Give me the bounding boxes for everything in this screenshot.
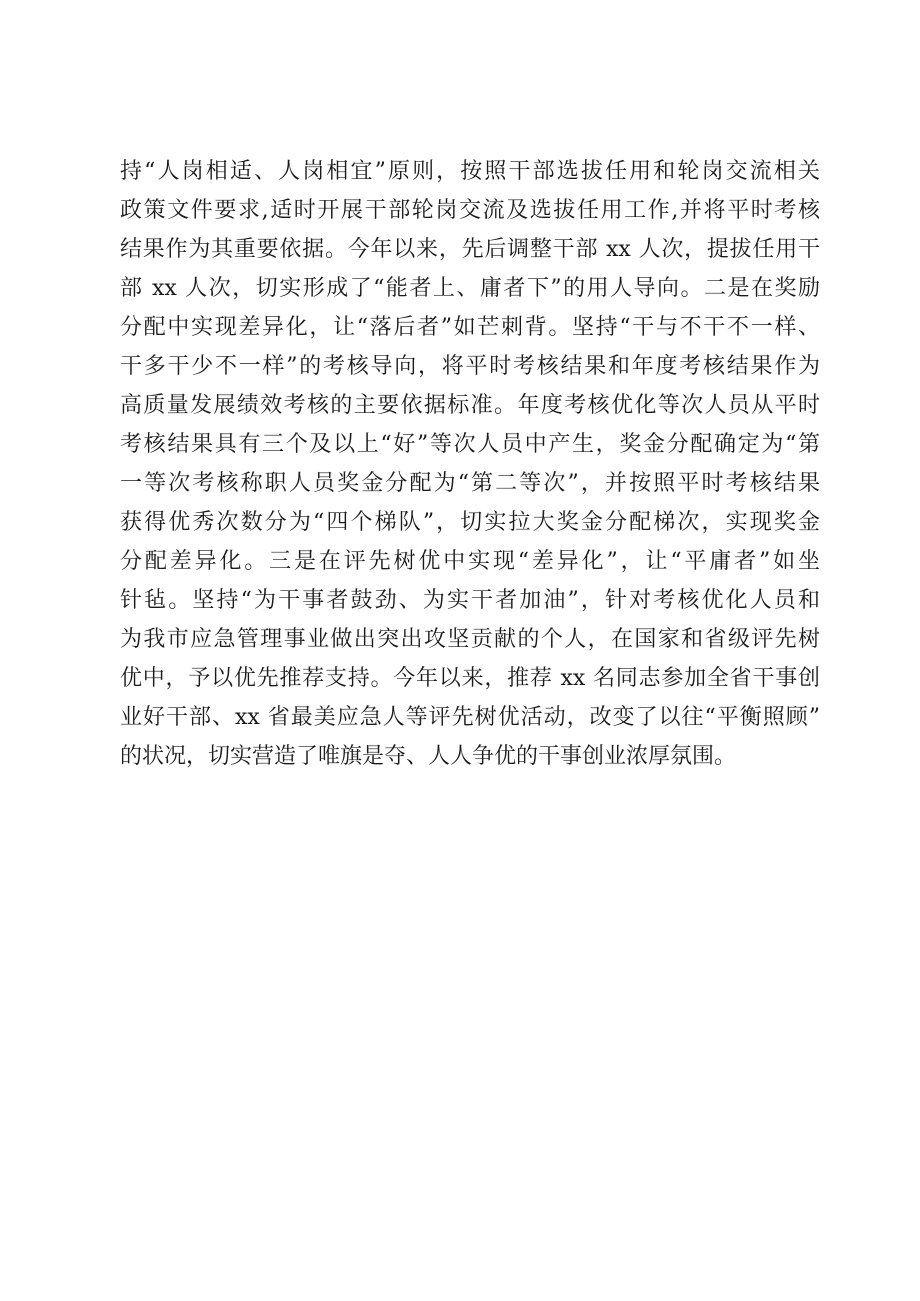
text-line: 优中，予以优先推荐支持。今年以来，推荐 xx 名同志参加全省干事创: [120, 666, 820, 691]
text-line: 针毡。坚持“为干事者鼓劲、为实干者加油”，针对考核优化人员和: [120, 588, 820, 613]
text-line: 分配差异化。三是在评先树优中实现“差异化”，让“平庸者”如坐: [120, 549, 820, 574]
body-paragraph: [120, 152, 820, 776]
text-line: 部 xx 人次，切实形成了“能者上、庸者下”的用人导向。二是在奖励: [120, 276, 820, 301]
text-line: 业好干部、xx 省最美应急人等评先树优活动，改变了以往“平衡照顾”: [120, 705, 820, 730]
text-line: 分配中实现差异化，让“落后者”如芒刺背。坚持“干与不干不一样、: [120, 315, 820, 340]
text-line: 获得优秀次数分为“四个梯队”，切实拉大奖金分配梯次，实现奖金: [120, 510, 820, 535]
text-line: 考核结果具有三个及以上“好”等次人员中产生，奖金分配确定为“第: [120, 432, 820, 457]
text-line: 结果作为其重要依据。今年以来，先后调整干部 xx 人次，提拔任用干: [120, 237, 820, 262]
text-line: 高质量发展绩效考核的主要依据标准。年度考核优化等次人员从平时: [120, 393, 820, 418]
text-line: 政策文件要求,适时开展干部轮岗交流及选拔任用工作,并将平时考核: [120, 198, 820, 223]
text-line: 一等次考核称职人员奖金分配为“第二等次”，并按照平时考核结果: [120, 471, 820, 496]
text-line: 为我市应急管理事业做出突出攻坚贡献的个人，在国家和省级评先树: [120, 627, 820, 652]
text-line: 持“人岗相适、人岗相宜”原则，按照干部选拔任用和轮岗交流相关: [120, 159, 820, 184]
text-line: 干多干少不一样”的考核导向，将平时考核结果和年度考核结果作为: [120, 354, 820, 379]
text-line-last: 的状况，切实营造了唯旗是夺、人人争优的干事创业浓厚氛围。: [120, 744, 737, 769]
